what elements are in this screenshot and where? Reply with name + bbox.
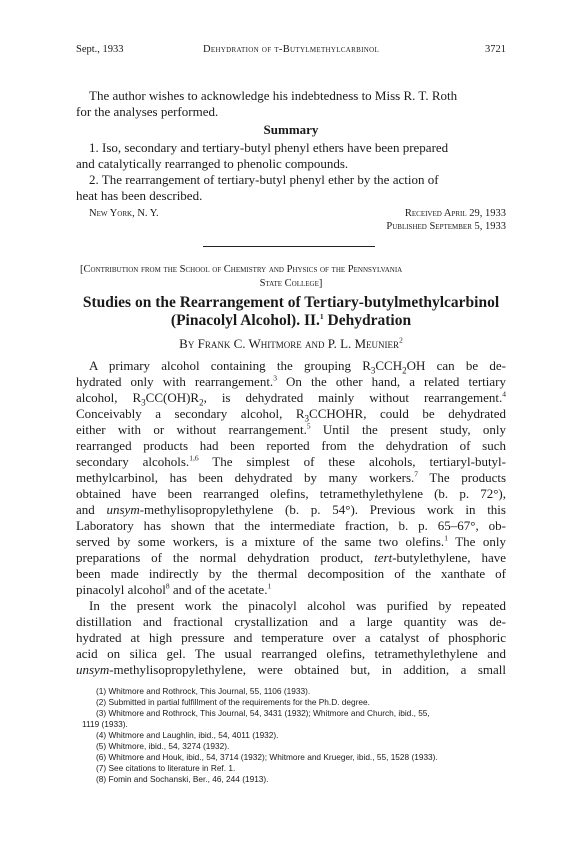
running-header — [76, 44, 506, 58]
body-line-14: been made indirectly by the thermal decomposition of the xanthate of — [76, 566, 506, 581]
article-title-line-2 — [76, 312, 506, 330]
contribution-line-1: [Contribution from the School of Chemistry and Physics of the Pennsylvania — [80, 264, 403, 275]
title-footnote-ref: 1 — [319, 311, 324, 321]
body-line-15: pinacolyl alcohol$^8$ and of the acetate.$^1$ — [76, 581, 272, 597]
body-line-17: distillation and fractional crystallization and a large quantity was de- — [76, 614, 506, 629]
footnote-3-continued: 1119 (1933). — [82, 719, 128, 729]
body-line-18: hydrated at high pressure and temperature over a catalyst of phosphoric — [76, 630, 506, 645]
footnote-4: (4) Whitmore and Laughlin, ibid., 54, 4011 (1932). — [96, 730, 279, 740]
body-line-2: hydrated only with rearrangement.$^3$ On the other hand, a related tertiary — [76, 373, 507, 389]
summary-heading: Summary — [263, 122, 319, 137]
section-divider — [203, 246, 375, 247]
body-line-8: methylcarbinol, has been dehydrated by many workers.$^7$ The products — [76, 469, 507, 485]
received-date: Received April 29, 1933 — [404, 208, 506, 219]
authors-text: By Frank C. Whitmore and P. L. Meunier — [179, 336, 400, 351]
body-line-20: unsym-methylisopropylethylene, were obtained but, in addition, a small — [76, 662, 506, 677]
body-line-16: In the present work the pinacolyl alcohol was purified by repeated — [89, 598, 506, 613]
summary-line-2: and catalytically rearranged to phenolic compounds. — [76, 156, 349, 171]
header-page-number: 3721 — [485, 44, 506, 55]
published-date: Published September 5, 1933 — [386, 221, 506, 232]
acknowledgement-line-1: The author wishes to acknowledge his indebtedness to Miss R. T. Roth — [89, 88, 458, 103]
header-date: Sept., 1933 — [76, 44, 124, 55]
footnote-2: (2) Submitted in partial fulfillment of the requirements for the Ph.D. degree. — [96, 697, 370, 707]
body-line-10: and unsym-methylisopropylethylene (b. p. 54°). Previous work in this — [76, 502, 506, 517]
article-authors — [76, 336, 506, 352]
body-line-6: rearranged products had been reported from the dehydration of such — [76, 438, 506, 453]
footnote-6: (6) Whitmore and Houk, ibid., 54, 3714 (1932); Whitmore and Krueger, ibid., 55, 1528 (1933). — [96, 752, 438, 762]
body-line-7: secondary alcohols.$^{1,6}$ The simplest of these alcohols, tertiaryl-butyl- — [76, 453, 507, 469]
footnote-8: (8) Fomin and Sochanski, Ber., 46, 244 (1913). — [96, 774, 269, 784]
place-line: New York, N. Y. — [89, 208, 159, 219]
title-part-dehydration: Dehydration — [327, 312, 412, 329]
footnote-3: (3) Whitmore and Rothrock, This Journal, 54, 3431 (1932); Whitmore and Church, ibid., 55, — [96, 708, 430, 718]
footnote-7: (7) See citations to literature in Ref. 1. — [96, 763, 236, 773]
body-line-3: alcohol, $R_3CC(OH)R_2$, is dehydrated mainly without rearrangement.$^4$ — [76, 389, 507, 408]
body-line-12: served by some workers, is a mixture of the same two olefins.$^1$ The only — [76, 533, 506, 549]
title-part-pinacolyl: (Pinacolyl Alcohol). II. — [170, 312, 320, 329]
footnote-5: (5) Whitmore, ibid., 54, 3274 (1932). — [96, 741, 230, 751]
body-line-4: Conceivably a secondary alcohol, $R_3CCHOHR$, could be dehydrated — [76, 406, 506, 424]
summary-line-3: 2. The rearrangement of tertiary-butyl phenyl ether by the action of — [89, 172, 439, 187]
summary-line-1: 1. Iso, secondary and tertiary-butyl phenyl ethers have been prepared — [89, 140, 449, 155]
body-line-11: Laboratory has shown that the intermediate fraction, b. p. 65–67°, ob- — [76, 518, 506, 533]
body-line-5: either with or without rearrangement.$^5$ Until the present study, only — [76, 421, 506, 437]
body-line-1: A primary alcohol containing the grouping $R_3CCH_2OH$ can be de- — [89, 358, 506, 376]
body-line-19: acid on silica gel. The usual rearranged olefins, tetramethylethylene and — [76, 646, 506, 661]
article-title-line-1: Studies on the Rearrangement of Tertiary-butylmethylcarbinol — [82, 294, 500, 311]
body-line-13: preparations of the normal dehydration product, tert-butylethylene, have — [76, 550, 506, 565]
body-line-9: obtained have been rearranged olefins, tetramethylethylene (b. p. 72°), — [76, 486, 506, 501]
summary-line-4: heat has been described. — [76, 188, 203, 203]
author-footnote-ref: 2 — [399, 335, 403, 345]
acknowledgement-line-2: for the analyses performed. — [76, 104, 219, 119]
header-running-title: Dehydration of t-Butylmethylcarbinol — [202, 44, 380, 55]
footnote-1: (1) Whitmore and Rothrock, This Journal, 55, 1106 (1933). — [96, 686, 311, 696]
contribution-line-2: State College] — [259, 278, 323, 289]
